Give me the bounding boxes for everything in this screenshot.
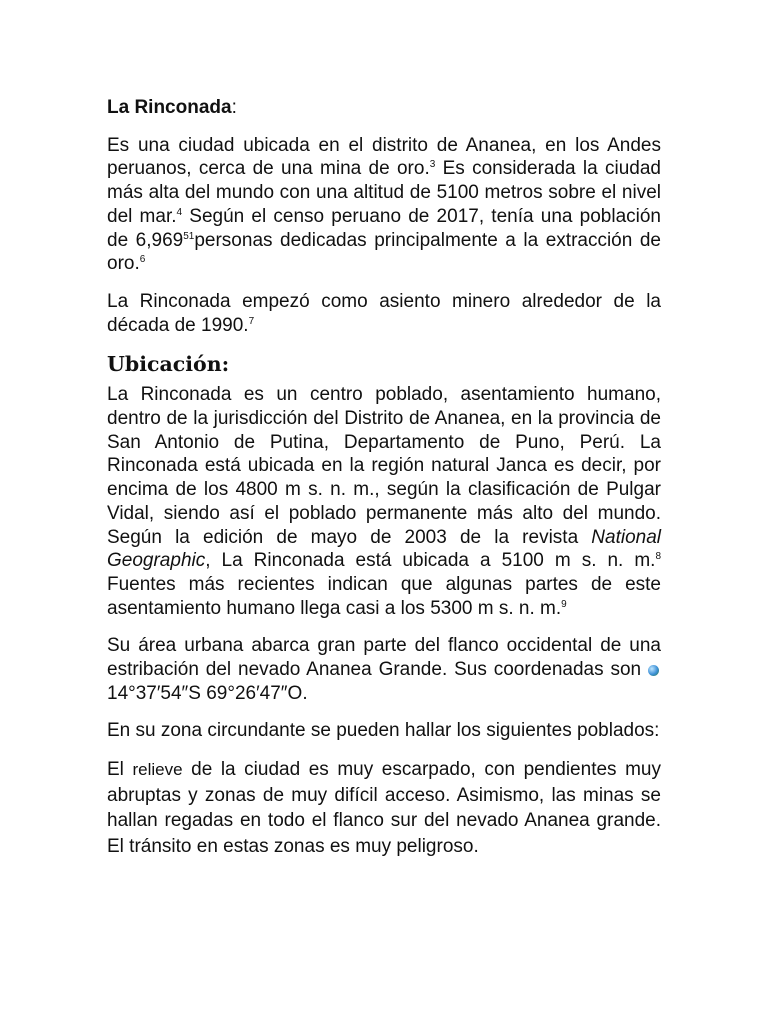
relief-word: relieve [132,760,183,780]
reference-7[interactable]: 7 [248,315,255,327]
location-paragraph [107,383,661,620]
document-title [107,96,661,120]
text-run: Según el censo peruano de 2017, tenía una población de 6,969 [107,205,661,251]
relief-paragraph [107,757,661,859]
text-run: Es una ciudad ubicada en el distrito de Ananea, en los Andes peruanos, cerca de una mina de oro. [107,134,661,180]
text-run: , La Rinconada está ubicada a 5100 m s. n. m. [205,550,656,572]
reference-3[interactable]: 3 [429,159,436,171]
magazine-title: National Geographic [107,526,661,572]
text-run: Su área urbana abarca gran parte del flanco occidental de una estribación del nevado Ananea Grande. Sus coordenadas son [107,635,661,681]
area-paragraph [107,634,661,705]
text-run: La Rinconada empezó como asiento minero alrededor de la década de 1990. [107,290,661,336]
coordinates-link[interactable]: 14°37′54″S 69°26′47″O [107,682,303,704]
document-body [107,96,661,873]
reference-4[interactable]: 4 [176,206,183,218]
text-run: Es considerada la ciudad más alta del mundo con una altitud de 5100 metros sobre el nivel del mar. [107,158,661,227]
reference-51[interactable]: 51 [183,230,195,242]
reference-6[interactable]: 6 [139,254,146,266]
history-paragraph [107,290,661,337]
text-run: Fuentes más recientes indican que algunas partes de este asentamiento humano llega casi a los 5300 m s. n. m. [107,573,661,619]
text-run: de la ciudad es muy escarpado, con pendientes muy abruptas y zonas de muy difícil acceso. Asimismo, las minas se hallan regadas en todo el flanco sur del nevado Ananea grande. El tránsito en estas zonas es muy peligroso. [107,759,661,857]
globe-icon[interactable] [648,665,659,676]
reference-8[interactable]: 8 [655,551,661,563]
text-run: El [107,759,133,781]
title-name: La Rinconada [107,97,232,118]
surroundings-paragraph: En su zona circundante se pueden hallar los siguientes poblados: [107,720,660,742]
section-heading-ubicacion: Ubicación: [107,352,230,377]
intro-paragraph [107,134,661,276]
text-run: La Rinconada es un centro poblado, asentamiento humano, dentro de la jurisdicción del Distrito de Ananea, en la provincia de San Antonio de Putina, Departamento de Puno, Perú. La Rinconada está ubicada en la región natural Janca es decir, por encima de los 4800 m s. n. m., según la clasificación de Pulgar Vidal, siendo así el poblado permanente más alto del mundo. Según la edición de mayo de 2003 de la revista [107,384,661,548]
title-colon: : [231,97,237,118]
reference-9[interactable]: 9 [561,598,567,610]
text-run: . [302,682,308,704]
text-run: personas dedicadas principalmente a la extracción de oro. [107,229,661,275]
